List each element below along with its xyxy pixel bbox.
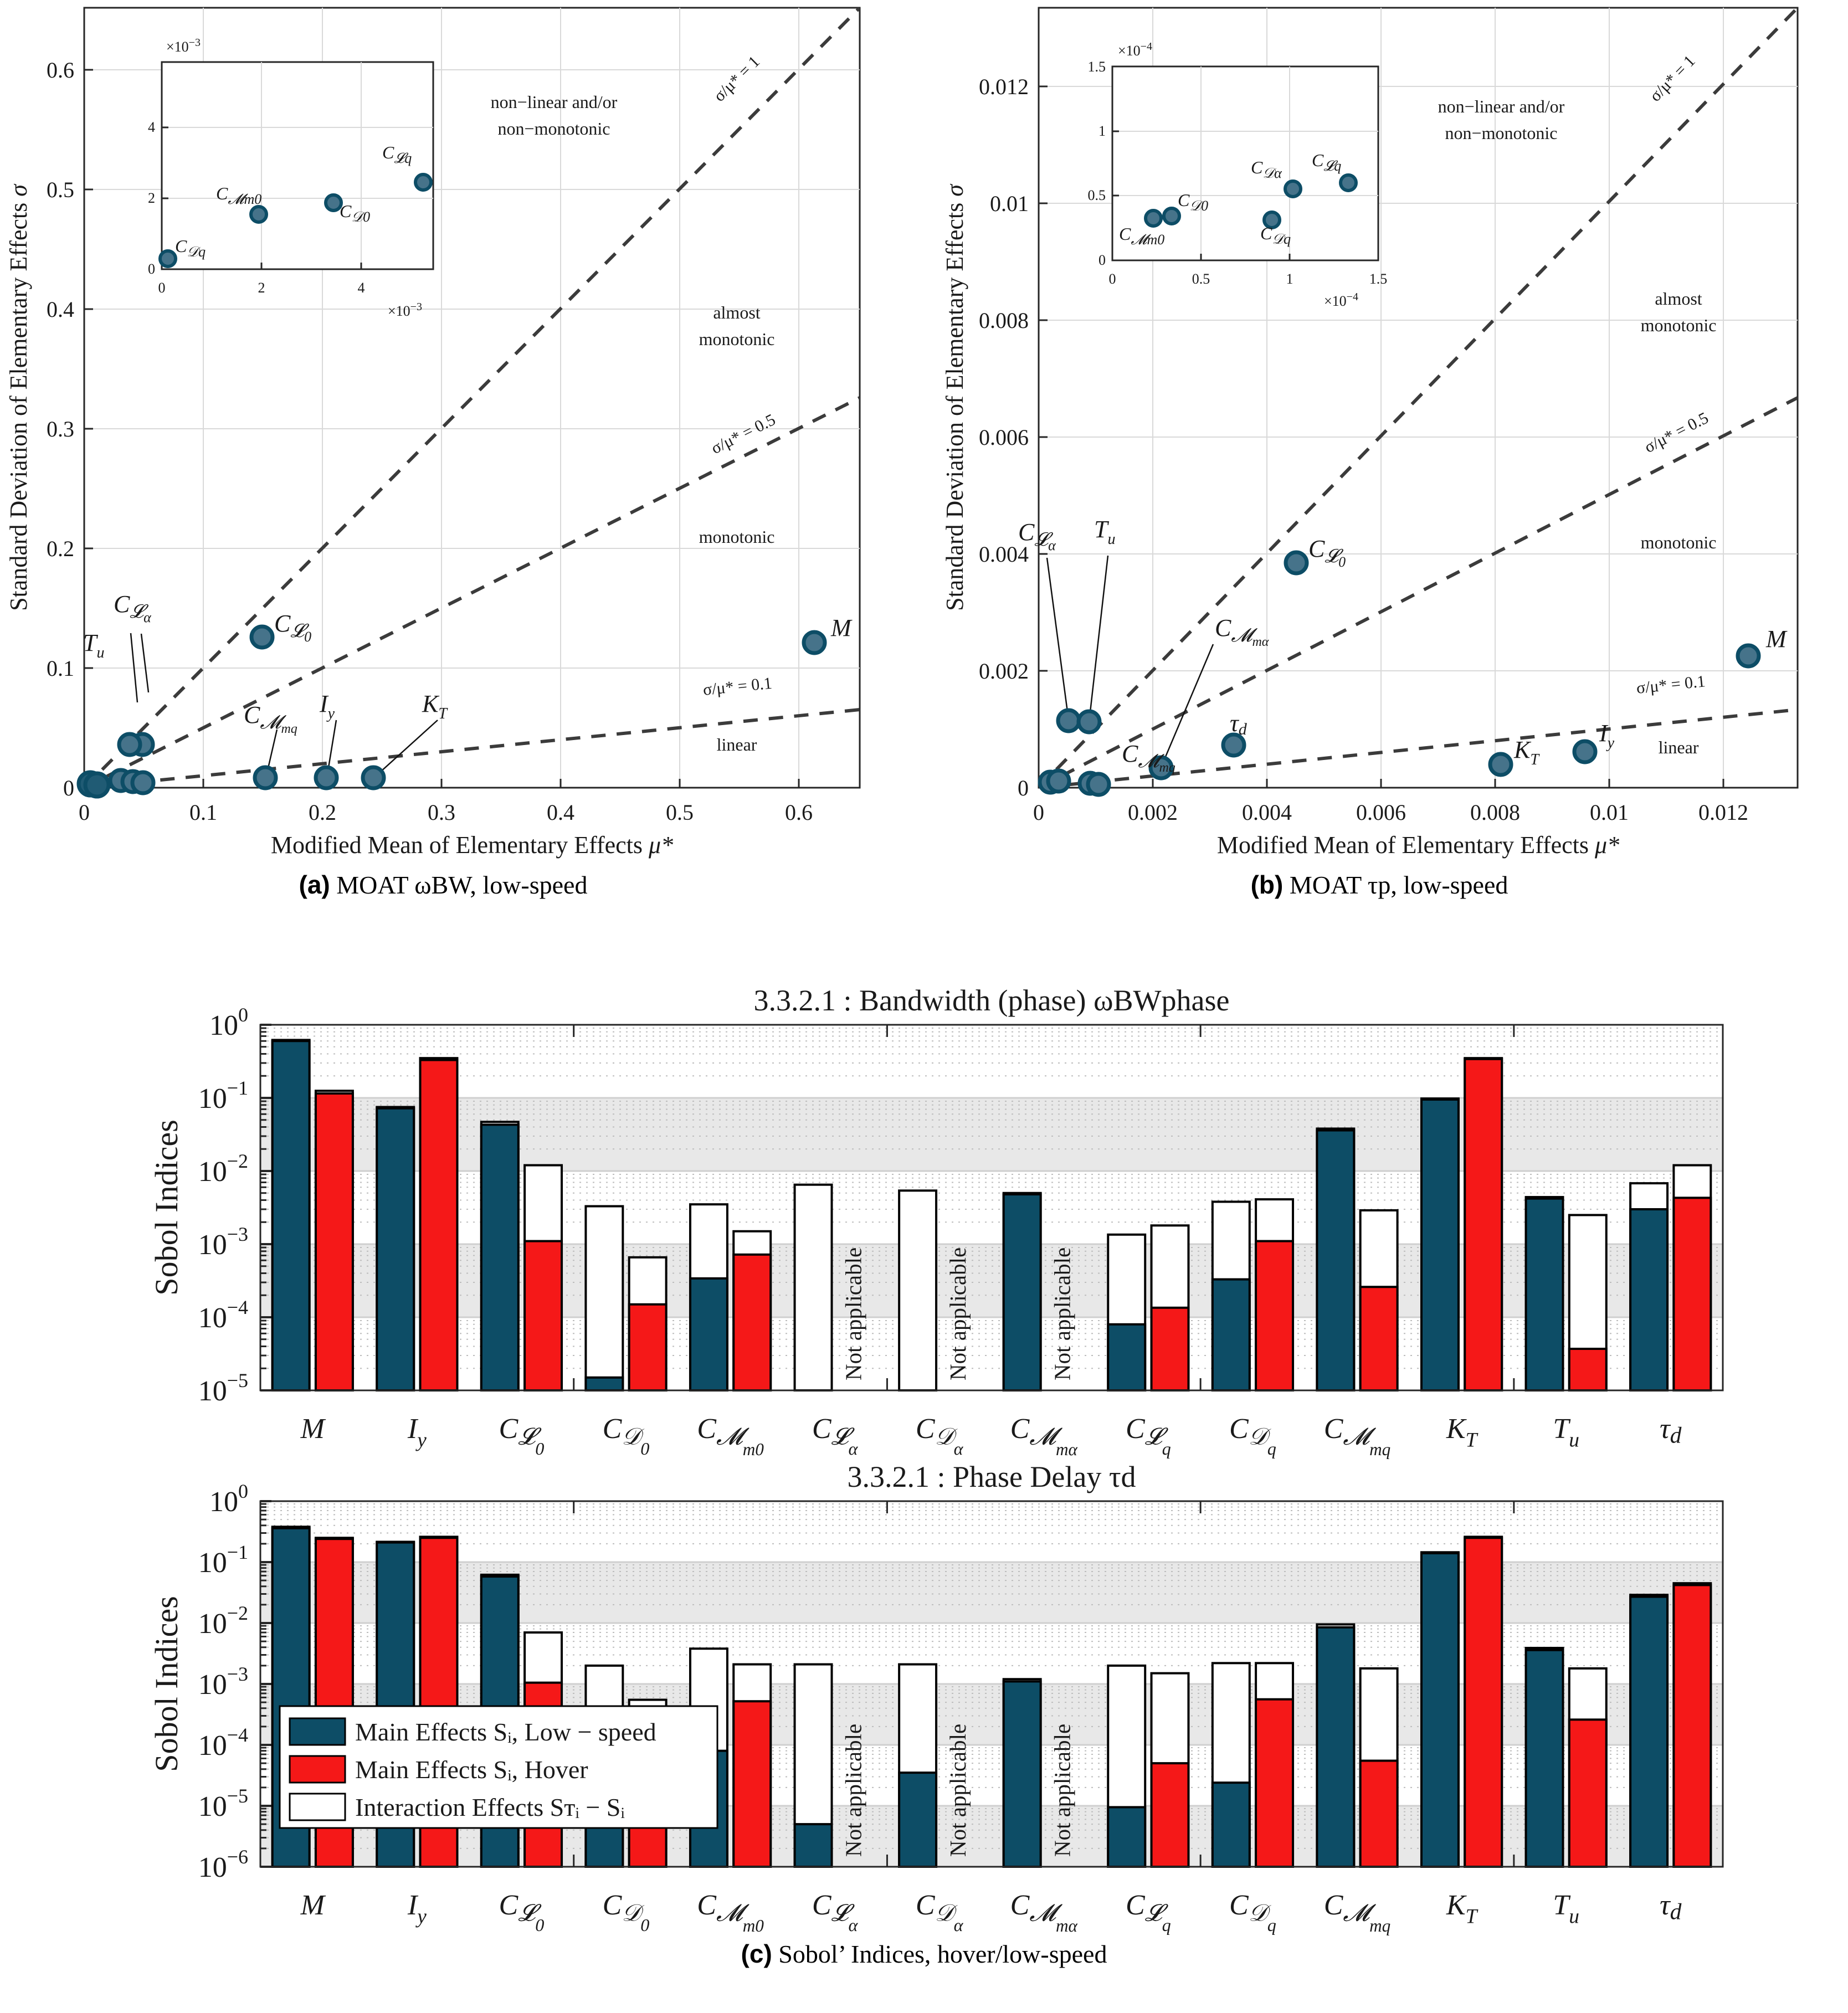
bar-main-lowspeed xyxy=(1526,1199,1563,1390)
bar-main-lowspeed xyxy=(481,1124,519,1390)
svg-text:0.012: 0.012 xyxy=(979,74,1029,99)
bar-main-lowspeed xyxy=(1317,1627,1354,1867)
x-category-label xyxy=(1446,1413,1479,1452)
svg-text:2: 2 xyxy=(258,280,265,296)
svg-text:0.004: 0.004 xyxy=(1242,800,1292,825)
inset-frame xyxy=(162,62,433,269)
svg-text:1: 1 xyxy=(1286,271,1293,287)
panel-a-xlabel: Modified Mean of Elementary Effects μ* xyxy=(270,831,674,859)
bar-interaction-lowspeed xyxy=(899,1190,936,1390)
inset-label-CD0: $C_{𝒟0}$ xyxy=(340,201,371,225)
y-tick-label: $10^{-1}$ xyxy=(198,1541,248,1579)
bar-main-lowspeed xyxy=(1213,1280,1250,1390)
legend-swatch xyxy=(290,1794,345,1820)
x-category-label xyxy=(1010,1889,1078,1935)
y-tick-label: $10^{-2}$ xyxy=(198,1150,248,1188)
bar-main-hover xyxy=(525,1241,562,1390)
region-monotonic: monotonic xyxy=(1640,532,1717,552)
svg-text:C𝓜m0: $C_{𝓜m0}$ xyxy=(697,1413,764,1460)
bar-main-lowspeed xyxy=(1421,1100,1459,1390)
y-tick-label: $10^0$ xyxy=(209,1004,248,1041)
chart-ylabel: Sobol Indices xyxy=(148,1596,184,1772)
bar-main-hover xyxy=(316,1093,353,1390)
inset-label-CDalpha: $C_{𝒟\alpha}$ xyxy=(1251,157,1282,181)
svg-text:0.1: 0.1 xyxy=(189,800,217,825)
not-applicable-label: Not applicable xyxy=(1049,1247,1075,1380)
bar-main-lowspeed xyxy=(1630,1209,1667,1390)
inset-label-CLq: $C_{𝓛q}$ xyxy=(1312,150,1342,174)
bar-main-hover xyxy=(1361,1287,1398,1390)
svg-text:C𝓜mα: $C_{𝓜m\alpha}$ xyxy=(1010,1889,1077,1936)
refline-label-05: σ/μ* = 0.5 xyxy=(1641,408,1712,457)
x-tick-labels xyxy=(1033,800,1748,825)
region-monotonic: monotonic xyxy=(699,527,775,547)
data-point xyxy=(85,773,109,797)
x-category-label xyxy=(603,1413,650,1459)
y-tick-label: $10^{-3}$ xyxy=(198,1223,248,1261)
data-point xyxy=(119,734,140,755)
svg-text:C𝓜mq: $C_{𝓜mq}$ xyxy=(1323,1413,1391,1460)
bar-main-lowspeed xyxy=(1108,1807,1145,1867)
chart-ylabel: Sobol Indices xyxy=(148,1120,184,1296)
legend-label: Main Effects Sᵢ, Low − speed xyxy=(355,1718,656,1746)
svg-text:0.012: 0.012 xyxy=(1698,800,1748,825)
legend-label: Interaction Effects Sᴛᵢ − Sᵢ xyxy=(355,1793,625,1821)
bar-main-hover xyxy=(1152,1763,1189,1867)
bar-main-lowspeed xyxy=(273,1041,310,1390)
data-point xyxy=(1088,774,1109,795)
bar-main-lowspeed xyxy=(1317,1131,1354,1390)
panel-c xyxy=(0,986,1848,1961)
x-category-label xyxy=(1324,1889,1391,1935)
region-almost-l1: almost xyxy=(713,302,761,322)
refline-label-1: σ/μ* = 1 xyxy=(710,52,764,105)
inset-point xyxy=(160,251,176,266)
chart-frame xyxy=(260,1025,1723,1390)
svg-text:0.008: 0.008 xyxy=(1470,800,1520,825)
svg-text:KT: $K_T$ xyxy=(1446,1889,1477,1928)
point-label-CMmq: $C_𝓜mq$ xyxy=(1122,740,1175,775)
y-tick-label: $10^{-5}$ xyxy=(198,1369,248,1407)
y-tick-label: $10^{-6}$ xyxy=(198,1846,248,1883)
panel-a xyxy=(0,0,886,864)
svg-text:Iy: $I_y$ xyxy=(407,1413,427,1452)
inset-point xyxy=(251,207,266,222)
x-category-label xyxy=(407,1889,427,1928)
y-tick-label: $10^{-1}$ xyxy=(198,1077,248,1115)
y-tick-label: $10^{-4}$ xyxy=(198,1724,248,1762)
point-label-M: M xyxy=(1766,625,1787,653)
svg-text:0.002: 0.002 xyxy=(1128,800,1178,825)
not-applicable-label: Not applicable xyxy=(1049,1723,1075,1857)
x-category-label xyxy=(300,1889,326,1921)
inset-label-CD0: $C_{𝒟0}$ xyxy=(1178,190,1209,214)
x-category-label xyxy=(1660,1889,1682,1924)
svg-text:0.5: 0.5 xyxy=(1192,271,1210,287)
bar-main-lowspeed xyxy=(899,1773,936,1867)
x-category-label xyxy=(1553,1413,1579,1452)
data-point xyxy=(255,767,276,788)
x-category-label xyxy=(1229,1413,1276,1459)
svg-text:0.6: 0.6 xyxy=(785,800,813,825)
panel-b-ylabel: Standard Deviation of Elementary Effects σ xyxy=(941,184,968,611)
y-tick-label: $10^{-2}$ xyxy=(198,1602,248,1640)
bar-main-lowspeed xyxy=(377,1108,414,1390)
svg-text:Tu: $T_u$ xyxy=(1553,1889,1579,1928)
inset-a-yexp: $\times 10^{-3}$ xyxy=(166,37,201,55)
region-nonlinear-l2: non−monotonic xyxy=(1445,123,1558,143)
bar-chart-c-bottom xyxy=(148,1460,1723,1935)
inset-point xyxy=(1341,175,1356,191)
data-point xyxy=(1286,552,1307,573)
panel-a-caption-text: MOAT ωBW, low-speed xyxy=(336,871,588,899)
inset-label-CLq: $C_{𝓛q}$ xyxy=(382,142,412,166)
bar-interaction-lowspeed xyxy=(586,1206,623,1390)
svg-text:C𝒟0: $C_{𝒟0}$ xyxy=(602,1889,650,1935)
svg-text:C𝒟α: $C_{𝒟\alpha}$ xyxy=(915,1413,963,1459)
svg-text:0.3: 0.3 xyxy=(428,800,455,825)
region-linear: linear xyxy=(1658,737,1699,757)
panel-c-caption: (c) Sobol’ Indices, hover/low-speed xyxy=(741,1939,1107,1968)
svg-text:C𝒟α: $C_{𝒟\alpha}$ xyxy=(915,1889,963,1935)
data-point xyxy=(316,767,337,788)
bar-main-hover xyxy=(733,1255,771,1390)
svg-text:0.01: 0.01 xyxy=(990,191,1029,216)
x-category-label xyxy=(916,1413,964,1459)
panel-b-caption: (b) MOAT τp, low-speed xyxy=(1250,870,1508,899)
x-category-label xyxy=(1553,1889,1579,1928)
y-tick-label: $10^{-3}$ xyxy=(198,1663,248,1701)
point-label-taud: τd xyxy=(1230,710,1247,738)
bar-main-hover xyxy=(1674,1198,1711,1390)
svg-text:0.2: 0.2 xyxy=(309,800,336,825)
region-almost-l2: monotonic xyxy=(1640,315,1717,335)
data-point xyxy=(132,772,153,793)
bar-main-lowspeed xyxy=(586,1378,623,1390)
bar-main-hover xyxy=(1256,1241,1293,1390)
svg-text:C𝓛α: $C_{𝓛\alpha}$ xyxy=(812,1889,858,1935)
y-tick-label: $10^{-5}$ xyxy=(198,1785,248,1822)
svg-text:0.006: 0.006 xyxy=(979,425,1029,450)
panel-a-caption: (a) MOAT ωBW, low-speed xyxy=(299,870,588,899)
bar-main-hover xyxy=(629,1305,666,1390)
svg-text:0.6: 0.6 xyxy=(47,58,74,83)
x-category-label xyxy=(1010,1413,1078,1459)
not-applicable-label: Not applicable xyxy=(944,1723,971,1857)
svg-text:0.006: 0.006 xyxy=(1356,800,1406,825)
x-category-label xyxy=(499,1889,545,1935)
point-label-CL0: $C_𝓛0$ xyxy=(274,610,312,645)
refline-label-05: σ/μ* = 0.5 xyxy=(708,410,779,458)
x-category-label xyxy=(812,1413,859,1459)
region-almost-l2: monotonic xyxy=(699,329,775,349)
svg-text:0.004: 0.004 xyxy=(979,542,1029,567)
x-category-label xyxy=(300,1413,326,1445)
bar-chart-c-top xyxy=(148,986,1723,1459)
x-category-label xyxy=(916,1889,964,1935)
inset-b-xexp: $\times 10^{-4}$ xyxy=(1324,291,1358,309)
svg-text:0: 0 xyxy=(1098,252,1106,268)
x-category-label xyxy=(407,1413,427,1452)
svg-text:0.3: 0.3 xyxy=(47,417,74,441)
x-category-label xyxy=(499,1413,545,1459)
not-applicable-label: Not applicable xyxy=(840,1247,866,1380)
inset-point xyxy=(415,174,431,190)
svg-text:C𝓜m0: $C_{𝓜m0}$ xyxy=(697,1889,764,1936)
y-tick-label: $10^0$ xyxy=(209,1480,248,1518)
chart-title: 3.3.2.1 : Bandwidth (phase) ωBWphase xyxy=(753,986,1230,1017)
x-category-label xyxy=(1126,1413,1171,1459)
point-label-KT: $K_T$ xyxy=(1514,736,1539,768)
svg-text:0.5: 0.5 xyxy=(1087,187,1106,203)
svg-text:0.01: 0.01 xyxy=(1590,800,1629,825)
point-label-Tu: $T_u$ xyxy=(83,629,105,661)
svg-text:0.008: 0.008 xyxy=(979,308,1029,333)
bar-main-hover xyxy=(1152,1308,1189,1390)
legend-swatch xyxy=(290,1756,345,1783)
inset-label-CDq: $C_{𝒟q}$ xyxy=(1260,223,1291,247)
svg-text:C𝒟q: $C_{𝒟q}$ xyxy=(1229,1889,1276,1935)
bar-main-lowspeed xyxy=(1630,1597,1667,1867)
svg-text:M: M xyxy=(300,1413,325,1445)
inset-a-xexp: $\times 10^{-3}$ xyxy=(388,301,422,319)
panel-a-ylabel: Standard Deviation of Elementary Effects σ xyxy=(5,184,32,611)
y-tick-labels xyxy=(47,58,74,800)
inset-point xyxy=(1285,181,1301,197)
bar-main-lowspeed xyxy=(1213,1783,1250,1867)
bar-main-hover xyxy=(733,1701,771,1867)
svg-text:KT: $K_T$ xyxy=(1446,1413,1477,1452)
svg-text:M: M xyxy=(300,1889,325,1921)
x-category-label xyxy=(1324,1413,1391,1459)
legend-label: Main Effects Sᵢ, Hover xyxy=(355,1755,588,1784)
bar-main-lowspeed xyxy=(795,1824,832,1867)
data-point xyxy=(804,632,825,653)
x-category-label xyxy=(1126,1889,1171,1935)
svg-text:C𝒟0: $C_{𝒟0}$ xyxy=(602,1413,650,1459)
bar-main-hover xyxy=(1465,1538,1502,1867)
svg-text:1.5: 1.5 xyxy=(1087,59,1106,75)
svg-text:τd: τd xyxy=(1660,1889,1682,1924)
svg-text:1: 1 xyxy=(1098,123,1106,139)
bar-main-lowspeed xyxy=(690,1278,727,1390)
x-category-label xyxy=(603,1889,650,1935)
svg-text:0: 0 xyxy=(79,800,90,825)
refline-label-01: σ/μ* = 0.1 xyxy=(1635,672,1707,697)
svg-text:0.4: 0.4 xyxy=(47,297,74,322)
svg-text:C𝓛q: $C_{𝓛q}$ xyxy=(1125,1889,1171,1935)
data-point xyxy=(1490,754,1511,775)
inset-b-yexp: $\times 10^{-4}$ xyxy=(1118,40,1152,59)
panel-b-caption-text: MOAT τp, low-speed xyxy=(1289,871,1508,899)
not-applicable-label: Not applicable xyxy=(944,1247,971,1380)
not-applicable-label: Not applicable xyxy=(840,1723,866,1857)
svg-text:0: 0 xyxy=(1018,776,1029,800)
point-label-M: M xyxy=(831,614,851,641)
svg-text:2: 2 xyxy=(148,190,155,206)
point-label-Iy: $I_y$ xyxy=(320,690,335,722)
panel-c-caption-text: Sobol’ Indices, hover/low-speed xyxy=(778,1940,1107,1968)
svg-text:Iy: $I_y$ xyxy=(407,1889,427,1928)
svg-text:C𝓛0: $C_{𝓛0}$ xyxy=(499,1889,545,1935)
legend-swatch xyxy=(290,1718,345,1745)
svg-text:C𝓛α: $C_{𝓛\alpha}$ xyxy=(812,1413,858,1459)
point-label-Iy: $I_y$ xyxy=(1599,720,1615,752)
bar-main-lowspeed xyxy=(1004,1681,1041,1867)
svg-text:C𝓜mα: $C_{𝓜m\alpha}$ xyxy=(1010,1413,1077,1460)
svg-text:4: 4 xyxy=(148,119,155,135)
bar-main-hover xyxy=(1256,1699,1293,1867)
inset-point xyxy=(1164,208,1179,224)
chart-title: 3.3.2.1 : Phase Delay τd xyxy=(847,1460,1136,1493)
legend xyxy=(280,1706,717,1828)
panel-b-svg xyxy=(936,0,1823,864)
bar-main-hover xyxy=(1569,1349,1606,1390)
y-tick-labels xyxy=(979,74,1029,800)
region-nonlinear-l1: non−linear and/or xyxy=(1438,96,1565,116)
panel-a-svg xyxy=(0,0,886,864)
panel-b xyxy=(936,0,1823,864)
bar-main-lowspeed xyxy=(1004,1194,1041,1390)
svg-text:C𝓛0: $C_{𝓛0}$ xyxy=(499,1413,545,1459)
inset-label-CMm0: $C_{𝓜m0}$ xyxy=(1119,224,1165,248)
bar-main-hover xyxy=(1465,1059,1502,1390)
data-point xyxy=(1574,741,1595,762)
svg-text:0: 0 xyxy=(158,280,166,296)
region-nonlinear-l2: non−monotonic xyxy=(497,119,610,138)
data-point xyxy=(1058,710,1079,731)
svg-text:0: 0 xyxy=(63,776,74,800)
point-label-CLalpha: $C_𝓛\alpha$ xyxy=(114,590,151,625)
region-linear: linear xyxy=(716,735,757,754)
bar-main-hover xyxy=(1674,1585,1711,1867)
svg-text:0.4: 0.4 xyxy=(547,800,574,825)
data-point xyxy=(251,627,273,648)
point-label-Tu: $T_u$ xyxy=(1094,516,1116,548)
bar-main-hover xyxy=(1569,1719,1606,1867)
inset-point xyxy=(1146,210,1161,226)
refline-label-1: σ/μ* = 1 xyxy=(1646,52,1699,105)
x-category-label xyxy=(697,1413,764,1459)
bar-main-hover xyxy=(1361,1761,1398,1867)
data-point xyxy=(1738,645,1759,666)
point-label-CMmq: $C_𝓜mq$ xyxy=(244,701,297,736)
panel-c-svg xyxy=(0,986,1848,1961)
bar-main-lowspeed xyxy=(1526,1650,1563,1867)
svg-text:τd: τd xyxy=(1660,1413,1682,1448)
y-tick-label: $10^{-4}$ xyxy=(198,1296,248,1334)
svg-text:0: 0 xyxy=(148,261,155,277)
svg-text:0.5: 0.5 xyxy=(47,177,74,202)
bar-interaction-lowspeed xyxy=(795,1185,832,1390)
svg-text:C𝓜mq: $C_{𝓜mq}$ xyxy=(1323,1889,1391,1936)
data-point xyxy=(1079,711,1100,732)
x-tick-labels xyxy=(79,800,813,825)
svg-text:C𝓛q: $C_{𝓛q}$ xyxy=(1125,1413,1171,1459)
refline-label-01: σ/μ* = 0.1 xyxy=(702,674,773,699)
bar-main-lowspeed xyxy=(1421,1553,1459,1867)
region-nonlinear-l1: non−linear and/or xyxy=(490,92,618,112)
inset-label-CMm0: $C_{𝓜m0}$ xyxy=(216,183,262,207)
data-point xyxy=(1048,771,1069,792)
point-label-CLalpha: $C_𝓛\alpha$ xyxy=(1018,518,1056,553)
region-almost-l1: almost xyxy=(1655,289,1702,309)
svg-text:C𝒟q: $C_{𝒟q}$ xyxy=(1229,1413,1276,1459)
svg-text:0: 0 xyxy=(1033,800,1044,825)
point-label-CL0: $C_𝓛0$ xyxy=(1308,535,1346,570)
x-category-label xyxy=(1446,1889,1479,1928)
svg-text:1.5: 1.5 xyxy=(1369,271,1388,287)
svg-text:4: 4 xyxy=(357,280,365,296)
svg-text:0.5: 0.5 xyxy=(666,800,694,825)
svg-text:0.1: 0.1 xyxy=(47,656,74,681)
data-point xyxy=(363,767,384,788)
svg-text:0.2: 0.2 xyxy=(47,536,74,561)
bar-main-lowspeed xyxy=(1108,1324,1145,1390)
svg-text:0.002: 0.002 xyxy=(979,659,1029,684)
point-label-KT: $K_T$ xyxy=(422,690,447,722)
x-category-label xyxy=(1229,1889,1276,1935)
svg-text:0: 0 xyxy=(1108,271,1116,287)
x-category-label xyxy=(812,1889,859,1935)
point-label-CMmalpha: $C_𝓜m\alpha$ xyxy=(1215,614,1269,649)
x-category-label xyxy=(697,1889,764,1935)
inset-label-CDq: $C_{𝒟q}$ xyxy=(175,236,206,260)
panel-b-xlabel: Modified Mean of Elementary Effects μ* xyxy=(1216,831,1620,859)
x-category-label xyxy=(1660,1413,1682,1447)
bar-main-hover xyxy=(420,1060,458,1390)
inset-point xyxy=(326,195,341,210)
svg-text:Tu: $T_u$ xyxy=(1553,1413,1579,1452)
